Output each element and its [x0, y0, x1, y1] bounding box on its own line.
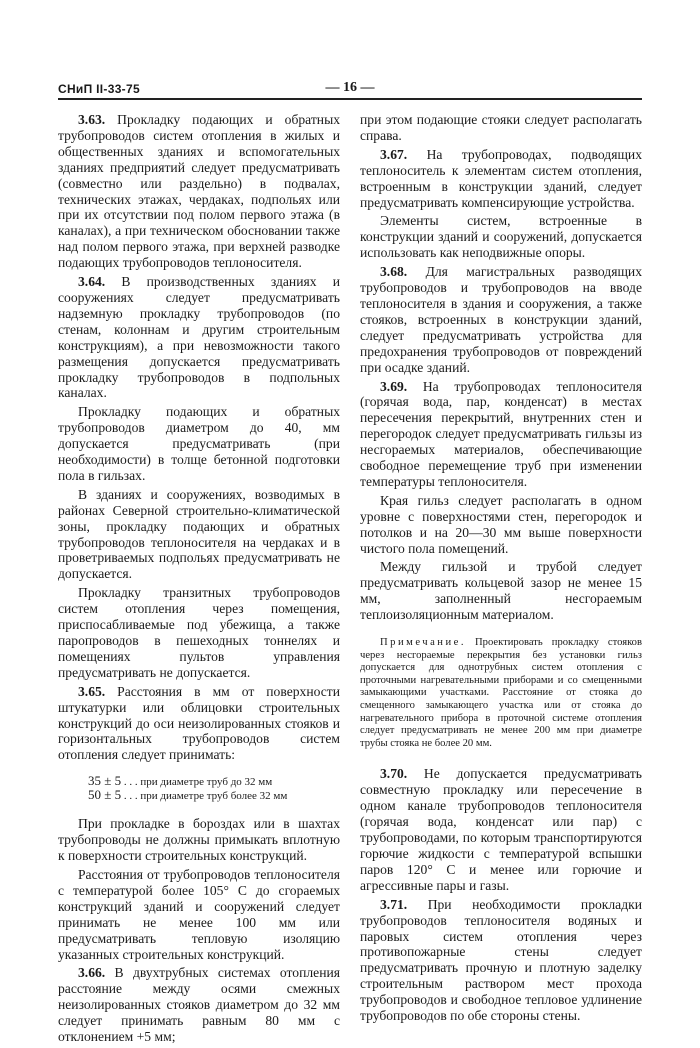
clause-text: В двухтрубных системах отопления расстояние между осями смежных неизолированных стояков диаметром до 32 мм следует принимать равным 80 мм с отклонением +5 мм; [58, 965, 340, 1045]
clause-text: Прокладку подающих и обратных трубопроводов систем отопления в жилых и общественных зданиях и вспомогательных зданиях предприятий следует предусматривать (совместно или раздельно) в подвалах, технических этажах, чердаках, подпольях или при их отсутствии под полом первого этажа (в каналах), а при техническом обосновании также над полом первого этажа, при верхней разводке подающих трубопроводов теплоносителя. [58, 112, 340, 271]
paragraph: Элементы систем, встроенные в конструкции зданий и сооружений, допускается использовать как неподвижные опоры. [360, 213, 642, 261]
paragraph: При прокладке в бороздах или в шахтах трубопроводы не должны примыкать вплотную к поверхности строительных конструкций. [58, 816, 340, 864]
clause-number: 3.67. [380, 146, 408, 162]
note-label: Примечание. [380, 637, 466, 649]
distance-formula [88, 775, 340, 802]
paragraph: Прокладку транзитных трубопроводов систем отопления через помещения, приспосабливаемые под убежища, а также паропроводов в пешеходных тоннелях и помещениях пультов управления предусматривать не допускается. [58, 585, 340, 680]
clause-3-71 [360, 897, 642, 1024]
formula-line [88, 775, 340, 789]
clause-text: В производственных зданиях и сооружениях следует предусматривать надземную прокладку трубопроводов (по стенам, колоннам и другим строительным конструкциям), а при невозможности такого размещения допускается предусматривать прокладку трубопроводов в подпольных каналах. [58, 274, 340, 401]
paragraph: Края гильз следует располагать в одном уровне с поверхностями стен, перегородок и потолков и на 20—30 мм выше поверхности чистого пола помещений. [360, 492, 642, 556]
clause-number: 3.64. [78, 274, 106, 290]
clause-number: 3.70. [380, 766, 408, 782]
clause-text: Для магистральных разводящих трубопроводов и трубопроводов на вводе теплоносителя в здания и сооружения, а также стояков, встроенных в конструкции зданий, следует предусматривать устройства для предохранения трубопроводов от повреждений при осадке зданий. [360, 264, 642, 375]
note [360, 637, 642, 750]
clause-3-68 [360, 264, 642, 375]
clause-number: 3.63. [78, 112, 106, 127]
clause-number: 3.68. [380, 264, 408, 280]
formula-line [88, 786, 340, 803]
paragraph: В зданиях и сооружениях, возводимых в районах Северной строительно-климатической зоны, прокладку подающих и обратных трубопроводов теплоносителя на чердаках и в проветриваемых подпольях предусматривать не допускается. [58, 486, 340, 582]
clause-3-67 [360, 147, 642, 211]
paragraph: Прокладку подающих и обратных трубопроводов диаметром до 40, мм допускается предусматривать (при необходимости) в толще бетонной подготовки пола в гильзах. [58, 404, 340, 483]
clause-3-65 [58, 684, 340, 764]
formula-value: 50 ± 5 [88, 786, 122, 802]
page-number: — 16 — [325, 80, 375, 95]
clause-text: Расстояния в мм от поверхности штукатурки или облицовки строительных конструкций до оси неизолированных стояков и горизонтальных трубопроводов систем отопления следует принимать: [58, 683, 340, 763]
clause-number: 3.69. [380, 378, 408, 394]
page-header [58, 80, 642, 100]
clause-text: На трубопроводах теплоносителя (горячая вода, пар, конденсат) в местах пересечения перекрытий, внутренних стен и перегородок следует предусматривать гильзы из несгораемых материалов, обеспечивающие свободное перемещение труб при изменении температуры теплоносителя. [360, 378, 642, 489]
formula-condition: . . . при диаметре труб до 32 мм [123, 776, 273, 789]
clause-number: 3.66. [78, 965, 106, 981]
clause-number: 3.71. [380, 896, 408, 912]
clause-3-70 [360, 766, 642, 893]
clause-text: Не допускается предусматривать совместную прокладку или пересечение в одном канале трубопроводов теплоносителя (горячая вода, конденсат или пар) с трубопроводами, по которым транспортируются горючие жидкости с температурой вспышки паров 120° С и менее или горючие и агрессивные пары и газы. [360, 766, 642, 893]
clause-3-63 [58, 112, 340, 271]
formula-value: 35 ± 5 [88, 773, 122, 789]
clause-3-64 [58, 274, 340, 401]
document-code: СНиП II-33-75 [58, 82, 140, 96]
clause-number: 3.65. [78, 683, 106, 699]
clause-3-69 [360, 379, 642, 490]
note-text: Проектировать прокладку стояков через несгораемые перекрытия без установки гильз допускается для однотрубных систем отопления с проточными нагревательными приборами и со смещенными замыкающими участками. Расстояние от стояка до смещенного замыкающего участка или от стояка до нагревательного прибора в проточной системе отопления следует предусматривать не менее 200 мм при диаметре трубы стояка не более 20 мм. [360, 637, 642, 749]
paragraph: Между гильзой и трубой следует предусматривать кольцевой зазор не менее 15 мм, заполненный несгораемым теплоизоляционным материалом. [360, 559, 642, 623]
clause-3-66 [58, 965, 340, 1045]
clause-text: На трубопроводах, подводящих теплоноситель к элементам систем отопления, встроенным в конструкции зданий, следует предусматривать компенсирующие устройства. [360, 146, 642, 210]
paragraph: при этом подающие стояки следует располагать справа. [360, 112, 642, 143]
paragraph: Расстояния от трубопроводов теплоносителя с температурой более 105° С до сгораемых конструкций зданий и сооружений следует принимать не менее 100 мм или предусматривать тепловую изоляцию указанных строительных конструкций. [58, 866, 340, 962]
left-column [58, 112, 340, 1048]
right-column [360, 112, 642, 1027]
clause-text: При необходимости прокладки трубопроводов теплоносителя водяных и паровых систем отопления через противопожарные стены следует предусматривать прочную и плотную заделку строительным раствором мест прохода трубопроводов и свободное тепловое удлинение трубопроводов по обе стороны стены. [360, 896, 643, 1024]
formula-condition: . . . при диаметре труб более 32 мм [123, 789, 288, 802]
